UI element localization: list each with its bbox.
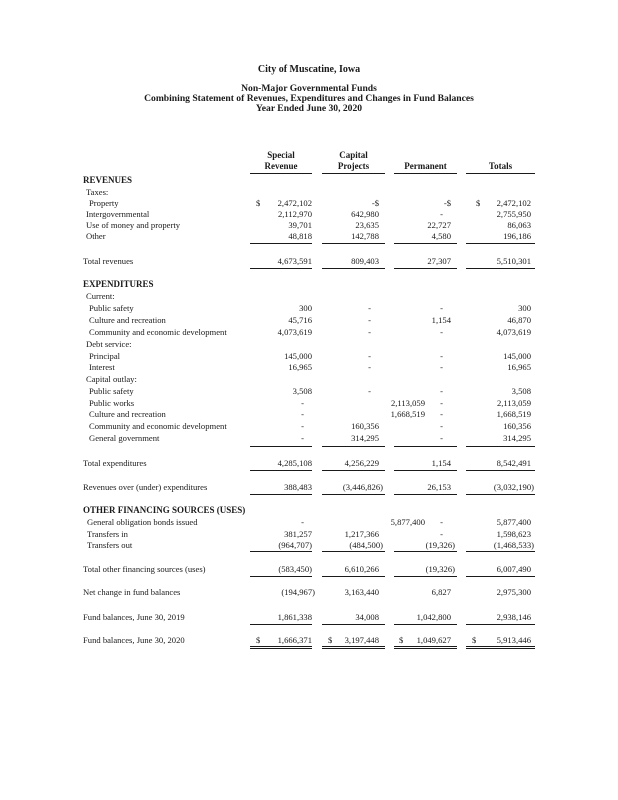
row-label: Public works [89, 398, 135, 408]
cell-permanent: 1,154 [431, 458, 451, 468]
cell-capital-projects: (3,446,826) [342, 482, 383, 492]
table-row-general-government [0, 432, 618, 444]
cell-capital-projects: 6,610,266 [344, 564, 379, 574]
table-row-revenues-over-expenditures [0, 481, 618, 493]
subtotal-rule [394, 243, 457, 244]
subtotal-rule [250, 243, 312, 244]
cell-special-revenue: 2,472,102 [277, 198, 312, 208]
row-label: Property [89, 198, 119, 208]
statement-title: Combining Statement of Revenues, Expenditures and Changes in Fund Balances [144, 93, 474, 104]
cell-totals: 314,295 [503, 433, 531, 443]
cell-capital-projects: - [368, 315, 371, 325]
double-underline [250, 646, 312, 649]
cell-permanent: - [440, 386, 443, 396]
subheading-capital-outlay [0, 373, 618, 385]
cell-special-revenue: 4,285,108 [277, 458, 312, 468]
fund-group-title: Non-Major Governmental Funds [241, 83, 377, 94]
currency-symbol: $ [256, 198, 261, 208]
cell-special-revenue: (583,450) [278, 564, 312, 574]
total-rule [394, 268, 457, 269]
row-label: Revenues over (under) expenditures [83, 482, 208, 492]
table-row-net-change [0, 586, 618, 598]
subheading-debt-service [0, 338, 618, 350]
total-rule [466, 470, 535, 471]
cell-totals: 2,113,059 [496, 398, 531, 408]
cell-totals: (1,468,533) [493, 540, 534, 550]
table-row-current-community [0, 326, 618, 338]
section-heading-revenues [0, 174, 618, 186]
cell-totals: 1,668,519 [496, 409, 531, 419]
cell-permanent: 1,042,800 [416, 612, 451, 622]
subtotal-rule [322, 243, 385, 244]
table-row-interest [0, 361, 618, 373]
cell-special-revenue: 48,818 [288, 231, 312, 241]
cell-special-revenue: 39,701 [288, 220, 312, 230]
subheading-current [0, 290, 618, 302]
table-row-current-public-safety [0, 302, 618, 314]
cell-permanent: - [440, 421, 443, 431]
subtotal-rule [466, 624, 535, 625]
total-rule [250, 494, 312, 495]
cell-special-revenue: 4,673,591 [277, 256, 312, 266]
cell-capital-projects: 1,217,366 [344, 529, 379, 539]
cell-permanent: 22,727 [427, 220, 451, 230]
cell-totals: 86,063 [507, 220, 531, 230]
column-header-line1: Special [267, 150, 295, 160]
row-label: Fund balances, June 30, 2020 [83, 635, 185, 645]
cell-totals: 160,356 [503, 421, 531, 431]
cell-capital-projects: 642,980 [351, 209, 379, 219]
currency-symbol: $ [399, 635, 404, 645]
cell-totals: 145,000 [503, 351, 531, 361]
cell-capital-projects: 23,635 [355, 220, 379, 230]
cell-permanent: 1,154 [431, 315, 451, 325]
total-rule [466, 268, 535, 269]
total-rule [466, 576, 535, 577]
subtotal-rule [394, 624, 457, 625]
cell-capital-projects: 809,403 [351, 256, 379, 266]
cell-special-revenue: 45,716 [288, 315, 312, 325]
subtotal-rule [250, 624, 312, 625]
row-label: Net change in fund balances [83, 587, 181, 597]
cell-permanent: - [440, 209, 443, 219]
table-row-total-expenditures [0, 457, 618, 469]
row-label: Culture and recreation [89, 409, 166, 419]
row-label: Total other financing sources (uses) [83, 564, 206, 574]
cell-special-revenue: - [301, 409, 304, 419]
total-rule [466, 494, 535, 495]
section-label: OTHER FINANCING SOURCES (USES) [83, 505, 246, 515]
column-header-line2: Revenue [264, 161, 298, 171]
row-label: General government [89, 433, 160, 443]
table-row-capital-community [0, 420, 618, 432]
cell-special-revenue: 2,112,970 [277, 209, 312, 219]
cell-special-revenue: 1,861,338 [277, 612, 312, 622]
column-header-line2: Totals [488, 161, 513, 171]
row-label: Transfers out [87, 540, 133, 550]
cell-totals: 196,186 [503, 231, 531, 241]
cell-capital-projects: 314,295 [351, 433, 379, 443]
subtotal-rule [466, 551, 535, 552]
cell-permanent: - [440, 409, 443, 419]
cell-special-revenue: - [301, 517, 304, 527]
cell-totals: 5,877,400 [496, 517, 531, 527]
table-row-transfers-out [0, 539, 618, 551]
cell-special-revenue: 4,073,619 [277, 327, 312, 337]
cell-permanent: 4,580 [431, 231, 451, 241]
cell-permanent: - [440, 362, 443, 372]
cell-totals: 2,472,102 [496, 198, 531, 208]
cell-totals: 2,938,146 [496, 612, 531, 622]
cell-permanent: (19,326) [425, 540, 455, 550]
table-row-total-other-financing [0, 563, 618, 575]
cell-permanent: 27,307 [427, 256, 451, 266]
cell-totals: 5,913,446 [496, 635, 531, 645]
table-row-current-culture [0, 314, 618, 326]
row-label: Other [86, 231, 106, 241]
section-label: REVENUES [83, 175, 133, 185]
cell-special-revenue: - [301, 421, 304, 431]
cell-permanent: - [440, 303, 443, 313]
total-rule [322, 470, 385, 471]
column-header-totals [466, 161, 535, 172]
cell-totals: (3,032,190) [493, 482, 534, 492]
row-label: Intergovernmental [86, 209, 150, 219]
total-rule [322, 268, 385, 269]
row-label: Debt service: [86, 339, 132, 349]
row-label: Culture and recreation [89, 315, 166, 325]
cell-capital-projects: - [368, 386, 371, 396]
subtotal-rule [394, 551, 457, 552]
cell-special-revenue: 1,666,371 [277, 635, 312, 645]
section-heading-expenditures [0, 278, 618, 290]
column-header-special-revenue [250, 150, 312, 172]
subtotal-rule [466, 243, 535, 244]
row-label: Total expenditures [83, 458, 147, 468]
row-label: Taxes: [86, 187, 109, 197]
row-label: Capital outlay: [86, 374, 137, 384]
cell-permanent: (19,326) [425, 564, 455, 574]
cell-special-revenue: - [301, 433, 304, 443]
cell-permanent: - [440, 517, 443, 527]
total-rule [394, 494, 457, 495]
total-rule [394, 470, 457, 471]
row-label: Interest [89, 362, 115, 372]
cell-permanent: 6,827 [431, 587, 451, 597]
currency-symbol: $ [256, 635, 261, 645]
double-underline [394, 646, 457, 649]
total-rule [250, 576, 312, 577]
subtotal-rule [322, 624, 385, 625]
subtotal-rule [322, 551, 385, 552]
table-row-capital-public-safety [0, 385, 618, 397]
cell-capital-projects: -$ [371, 198, 379, 208]
cell-permanent: - [440, 398, 443, 408]
column-header-line2: Permanent [404, 161, 447, 171]
cell-permanent: - [440, 327, 443, 337]
table-row-total-revenues [0, 255, 618, 267]
cell-totals: 6,007,490 [496, 564, 531, 574]
cell-special-revenue: - [301, 398, 304, 408]
subtotal-rule [322, 446, 385, 447]
double-underline [322, 646, 385, 649]
cell-totals: 46,870 [507, 315, 531, 325]
currency-symbol: $ [328, 635, 333, 645]
cell-totals: 4,073,619 [496, 327, 531, 337]
cell-special-revenue: (194,967) [281, 587, 315, 597]
table-row-capital-culture [0, 408, 618, 420]
cell-capital-projects: 3,197,448 [344, 635, 379, 645]
cell-special-revenue: (964,707) [278, 540, 312, 550]
total-rule [250, 470, 312, 471]
cell-special-revenue: 300 [299, 303, 312, 313]
total-rule [250, 268, 312, 269]
cell-special-revenue: 381,257 [284, 529, 312, 539]
cell-permanent: 1,049,627 [416, 635, 451, 645]
cell-capital-projects: - [368, 362, 371, 372]
cell-capital-projects: 4,256,229 [344, 458, 379, 468]
cell-totals: 1,598,623 [496, 529, 531, 539]
table-row-fund-balances-2019 [0, 611, 618, 623]
row-label: Public safety [89, 386, 134, 396]
entity-name: City of Muscatine, Iowa [257, 64, 361, 75]
column-header-capital-projects [322, 150, 385, 172]
cell-totals: 5,510,301 [496, 256, 531, 266]
cell-permanent: -$ [443, 198, 451, 208]
row-label: Fund balances, June 30, 2019 [83, 612, 185, 622]
cell-capital-projects: - [368, 327, 371, 337]
subtotal-rule [394, 446, 457, 447]
cell-totals: 2,975,300 [496, 587, 531, 597]
cell-capital-projects: 5,877,400 [390, 517, 425, 527]
row-label: Current: [86, 291, 115, 301]
cell-permanent: - [440, 433, 443, 443]
cell-capital-projects: 142,788 [351, 231, 379, 241]
row-label: Use of money and property [86, 220, 181, 230]
subtotal-rule [250, 446, 312, 447]
cell-special-revenue: 3,508 [292, 386, 312, 396]
cell-permanent: - [440, 351, 443, 361]
cell-capital-projects: (484,500) [349, 540, 383, 550]
currency-symbol: $ [476, 198, 481, 208]
period-title: Year Ended June 30, 2020 [255, 103, 363, 114]
cell-totals: 8,542,491 [496, 458, 531, 468]
cell-capital-projects: - [368, 351, 371, 361]
row-label: Public safety [89, 303, 134, 313]
cell-capital-projects: 2,113,059 [390, 398, 425, 408]
column-header-line1: Capital [339, 150, 368, 160]
cell-permanent: 26,153 [427, 482, 451, 492]
cell-totals: 3,508 [511, 386, 531, 396]
total-rule [322, 494, 385, 495]
cell-capital-projects: 1,668,519 [390, 409, 425, 419]
currency-symbol: $ [472, 635, 477, 645]
column-header-permanent [394, 161, 457, 172]
cell-special-revenue: 145,000 [284, 351, 312, 361]
total-rule [322, 576, 385, 577]
cell-totals: 2,755,950 [496, 209, 531, 219]
table-row-go-bonds [0, 516, 618, 528]
cell-capital-projects: 160,356 [351, 421, 379, 431]
total-rule [394, 576, 457, 577]
section-heading-other-financing [0, 504, 618, 516]
cell-special-revenue: 388,483 [284, 482, 312, 492]
table-row-other-revenue [0, 230, 618, 242]
row-label: Principal [89, 351, 121, 361]
cell-capital-projects: - [368, 303, 371, 313]
cell-special-revenue: 16,965 [288, 362, 312, 372]
table-row-fund-balances-2020 [0, 634, 618, 646]
subtotal-rule [250, 551, 312, 552]
subtotal-rule [466, 446, 535, 447]
cell-capital-projects: 3,163,440 [344, 587, 379, 597]
row-label: Transfers in [87, 529, 128, 539]
double-underline [466, 646, 535, 649]
row-label: Community and economic development [89, 327, 227, 337]
cell-totals: 300 [518, 303, 531, 313]
cell-capital-projects: 34,008 [355, 612, 379, 622]
cell-totals: 16,965 [507, 362, 531, 372]
section-label: EXPENDITURES [83, 279, 154, 289]
cell-permanent: - [440, 529, 443, 539]
column-header-line2: Projects [337, 161, 370, 171]
row-label: General obligation bonds issued [87, 517, 198, 527]
row-label: Total revenues [83, 256, 134, 266]
row-label: Community and economic development [89, 421, 227, 431]
statement-header [0, 64, 618, 114]
